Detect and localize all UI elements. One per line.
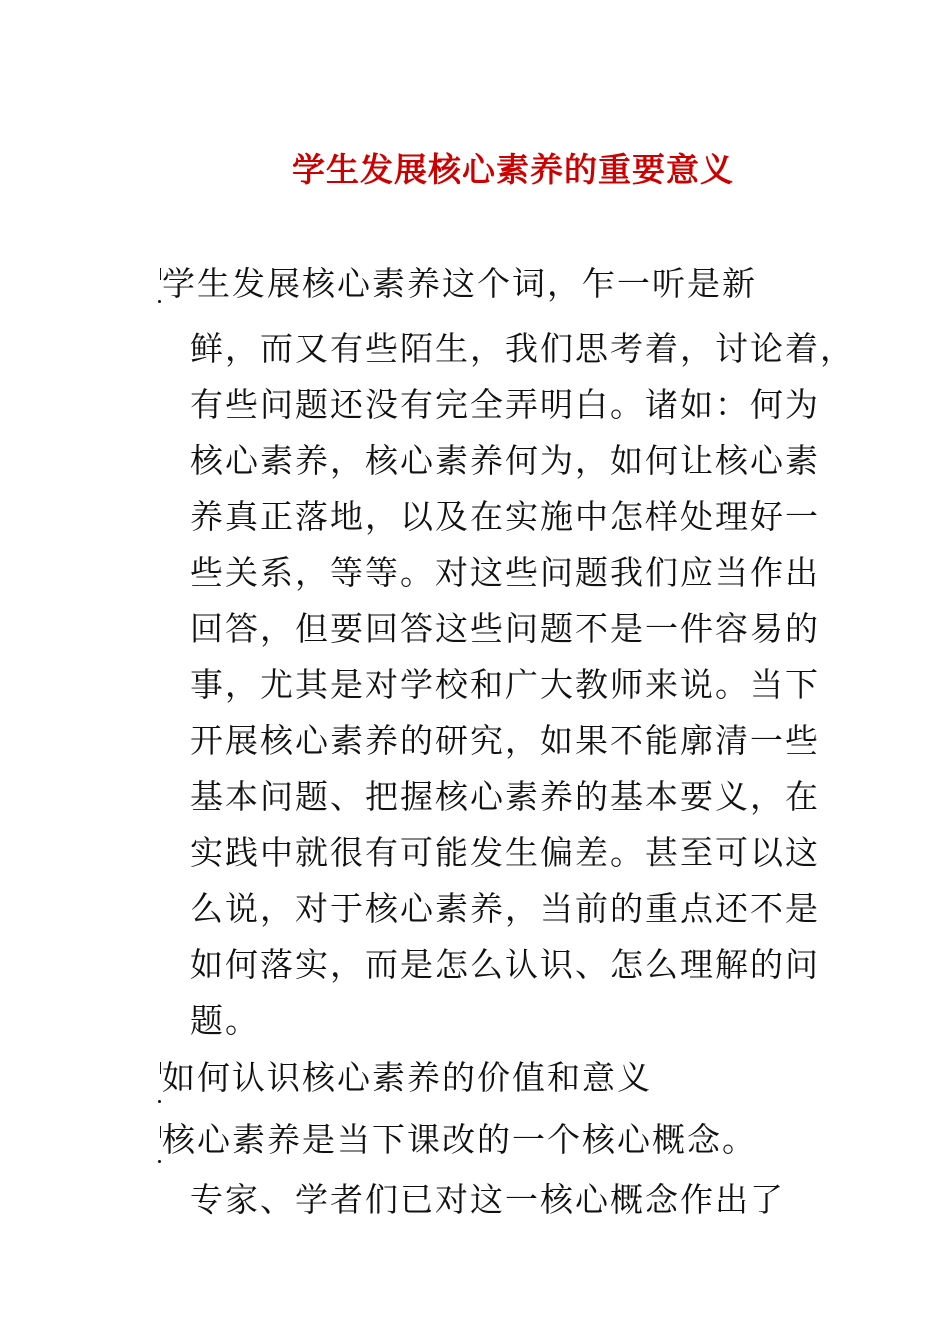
- paragraph-lead-line: 学生发展核心素养这个词，乍一听是新: [162, 264, 757, 303]
- paragraph-line: 开展核心素养的研究，如果不能廓清一些: [190, 721, 820, 760]
- heading-mark: [160, 1062, 161, 1074]
- paragraph-line: 题。: [190, 1001, 260, 1040]
- section-heading: 如何认识核心素养的价值和意义: [162, 1058, 652, 1097]
- paragraph-lead-line: 核心素养是当下课改的一个核心概念。: [162, 1120, 757, 1159]
- paragraph-line: 鲜，而又有些陌生，我们思考着，讨论着，: [190, 329, 855, 368]
- paragraph-mark: [160, 1126, 161, 1138]
- paragraph-line: 事，尤其是对学校和广大教师来说。当下: [190, 665, 820, 704]
- heading-mark-dot: [158, 1100, 161, 1103]
- paragraph-mark: [160, 268, 161, 280]
- paragraph-line: 如何落实，而是怎么认识、怎么理解的问: [190, 945, 820, 984]
- paragraph-line: 基本问题、把握核心素养的基本要义，在: [190, 777, 820, 816]
- paragraph-mark-dot: [158, 300, 161, 303]
- paragraph-line: 核心素养，核心素养何为，如何让核心素: [190, 441, 820, 480]
- paragraph-line: 有些问题还没有完全弄明白。诸如：何为: [190, 385, 820, 424]
- paragraph-mark-dot: [158, 1160, 161, 1163]
- paragraph-line: 实践中就很有可能发生偏差。甚至可以这: [190, 833, 820, 872]
- paragraph-line: 些关系，等等。对这些问题我们应当作出: [190, 553, 820, 592]
- document-title: 学生发展核心素养的重要意义: [292, 150, 734, 189]
- paragraph-line: 么说，对于核心素养，当前的重点还不是: [190, 889, 820, 928]
- paragraph-line: 回答，但要回答这些问题不是一件容易的: [190, 609, 820, 648]
- paragraph-line: 养真正落地，以及在实施中怎样处理好一: [190, 497, 820, 536]
- paragraph-line: 专家、学者们已对这一核心概念作出了: [190, 1180, 785, 1219]
